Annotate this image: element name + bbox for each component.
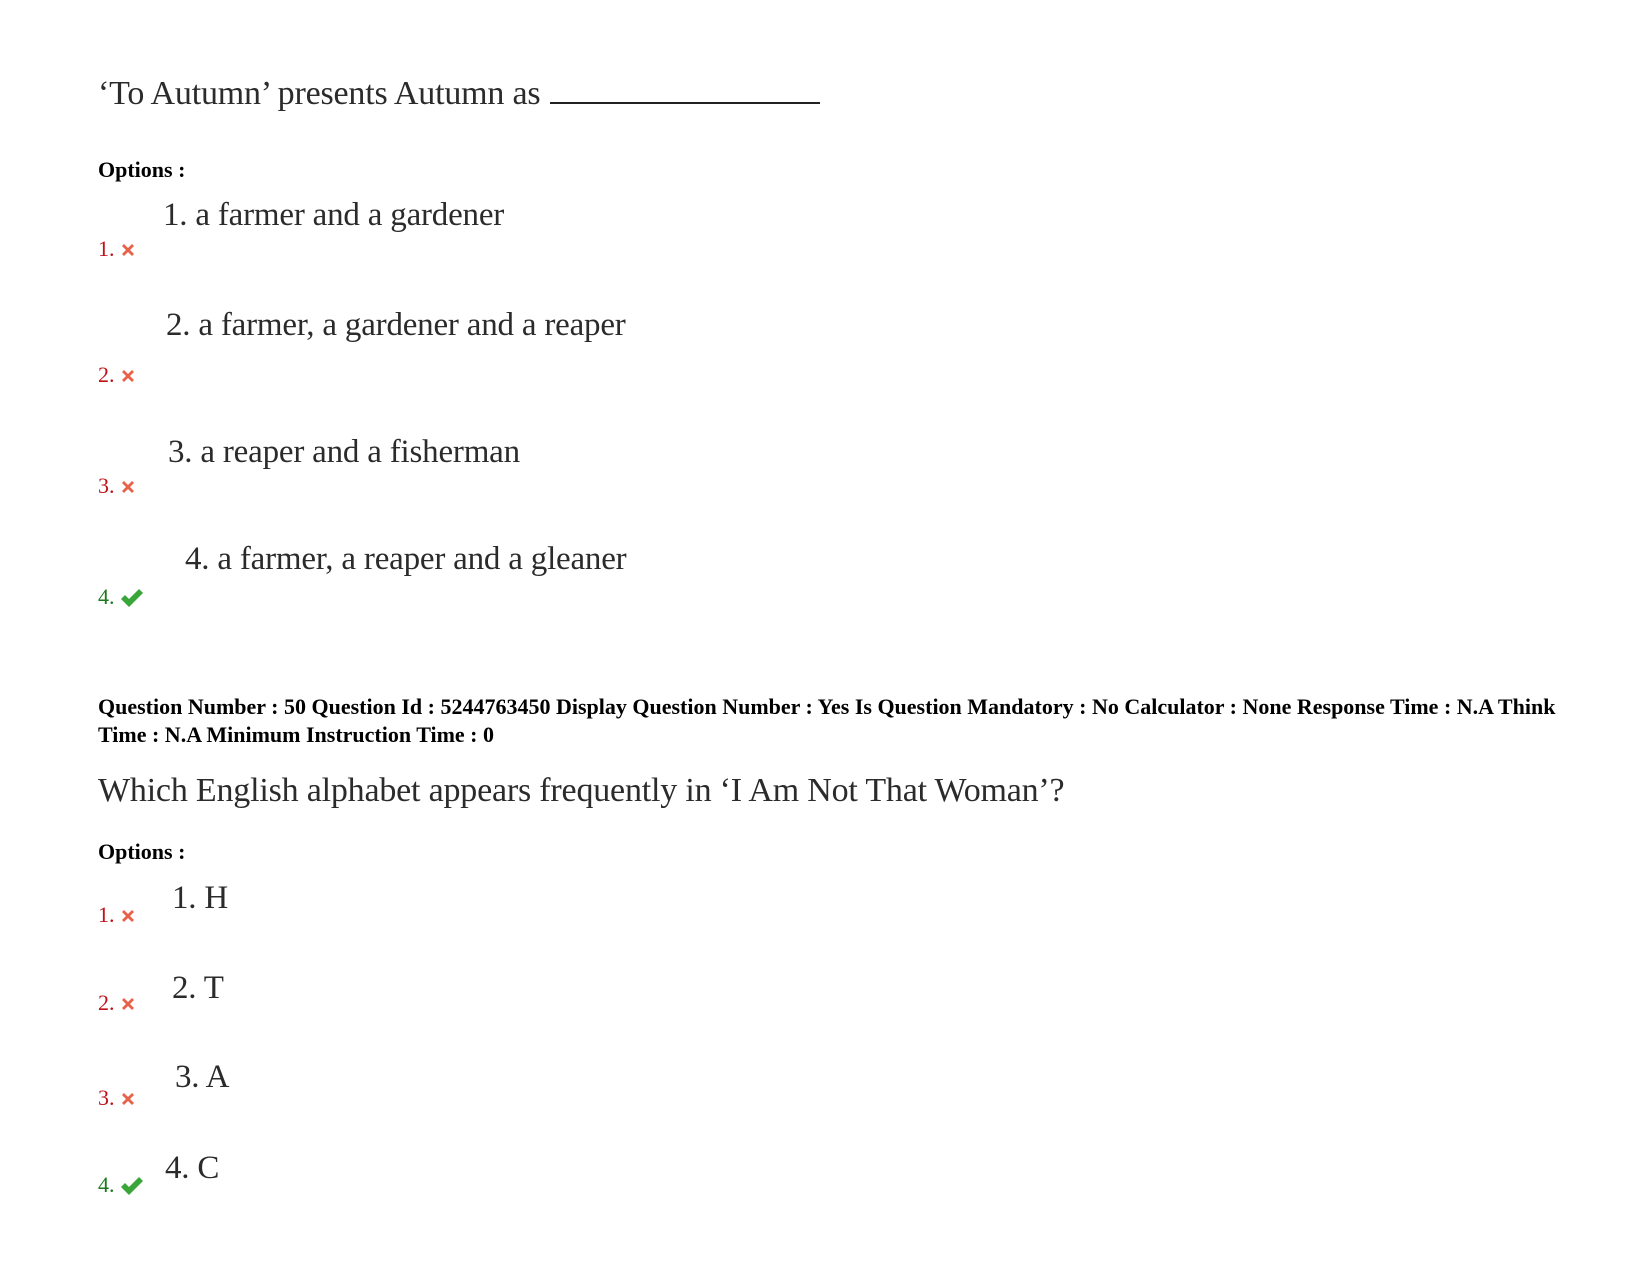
q1-option-4-number: 4. bbox=[98, 584, 115, 609]
cross-icon bbox=[119, 478, 137, 501]
q2-option-1-marker bbox=[98, 902, 137, 930]
q1-option-1-marker bbox=[98, 236, 137, 264]
q1-option-3-text: 3. a reaper and a fisherman bbox=[168, 434, 520, 470]
q1-option-4-marker bbox=[98, 584, 145, 614]
q2-option-2-marker bbox=[98, 990, 137, 1018]
check-icon bbox=[119, 587, 145, 614]
cross-icon bbox=[119, 241, 137, 264]
cross-icon bbox=[119, 995, 137, 1018]
cross-icon bbox=[119, 907, 137, 930]
q2-option-1-number: 1. bbox=[98, 902, 115, 927]
q2-option-2-number: 2. bbox=[98, 990, 115, 1015]
q1-option-3-number: 3. bbox=[98, 473, 115, 498]
q2-option-4-marker bbox=[98, 1172, 145, 1202]
q2-option-3-number: 3. bbox=[98, 1085, 115, 1110]
q1-option-2-marker bbox=[98, 362, 137, 390]
cross-icon bbox=[119, 367, 137, 390]
q1-option-1-text: 1. a farmer and a gardener bbox=[163, 197, 505, 233]
q1-option-4-text: 4. a farmer, a reaper and a gleaner bbox=[185, 541, 627, 577]
options-label-2: Options : bbox=[98, 839, 186, 864]
cross-icon bbox=[119, 1090, 137, 1113]
check-icon bbox=[119, 1175, 145, 1202]
q2-option-1-text: 1. H bbox=[172, 880, 229, 916]
q2-option-4-text: 4. C bbox=[165, 1150, 220, 1186]
answer-blank-line bbox=[550, 74, 820, 104]
q2-option-4-number: 4. bbox=[98, 1172, 115, 1197]
question-2-text: Which English alphabet appears frequently in ‘I Am Not That Woman’? bbox=[98, 772, 1065, 809]
options-label-1: Options : bbox=[98, 157, 186, 182]
q1-option-3-marker bbox=[98, 473, 137, 501]
q2-option-3-marker bbox=[98, 1085, 137, 1113]
q1-option-1-number: 1. bbox=[98, 236, 115, 261]
q1-option-2-number: 2. bbox=[98, 362, 115, 387]
question-1-text bbox=[98, 74, 820, 113]
q1-option-2-text: 2. a farmer, a gardener and a reaper bbox=[166, 307, 626, 343]
q2-option-3-text: 3. A bbox=[175, 1059, 230, 1095]
question-2-meta: Question Number : 50 Question Id : 5244763450 Display Question Number : Yes Is Question Mandatory : No Calculator : None Response Time : N.A Think Time : N.A Minimum Instruction Time : 0 bbox=[98, 694, 1556, 747]
q2-option-2-text: 2. T bbox=[172, 970, 224, 1006]
question-1-prompt: ‘To Autumn’ presents Autumn as bbox=[98, 75, 541, 112]
